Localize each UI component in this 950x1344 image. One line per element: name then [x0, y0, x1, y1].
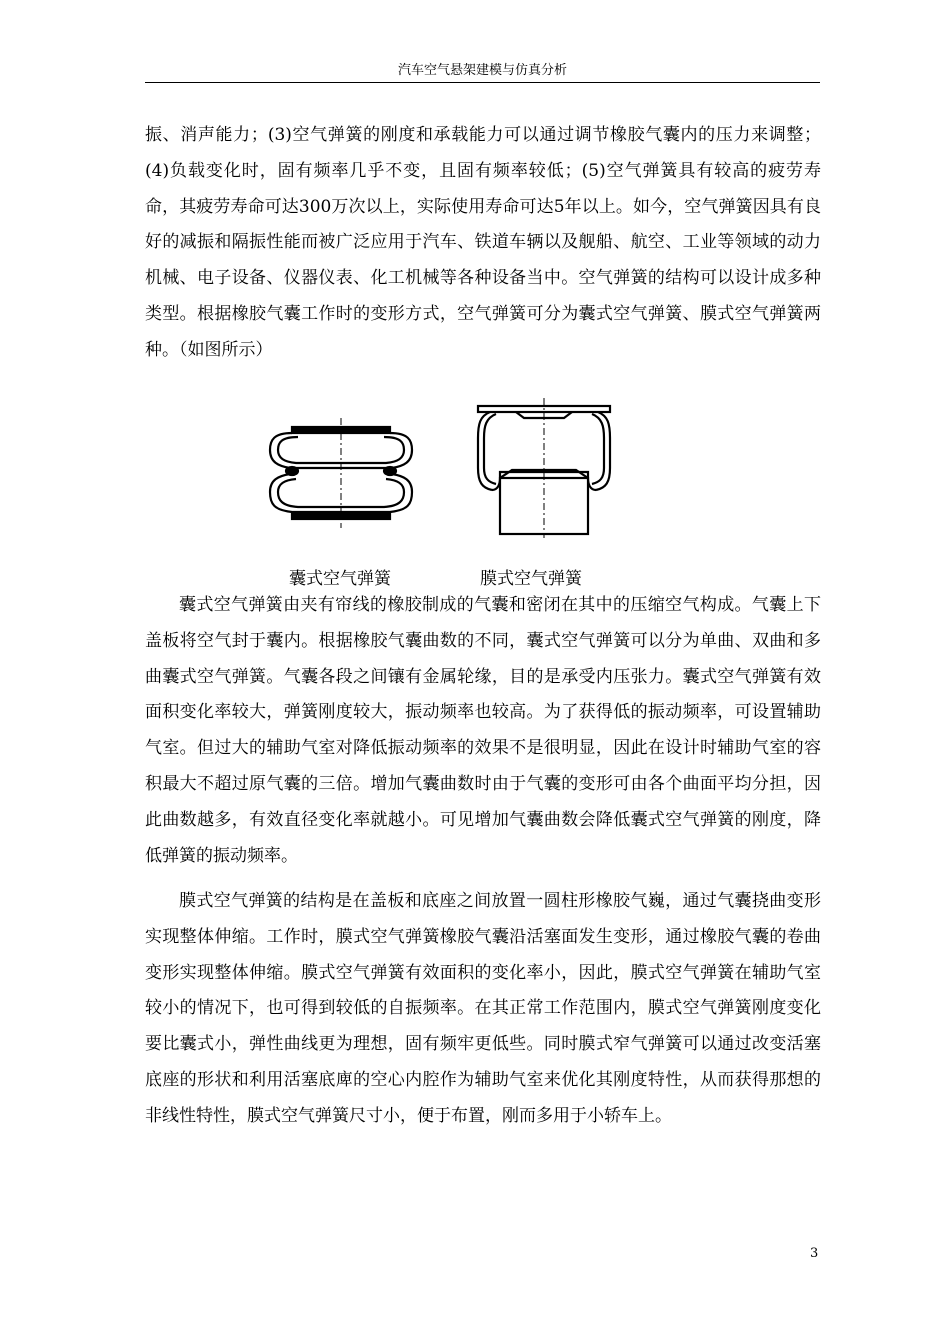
paragraph-1: 振、消声能力；(3)空气弹簧的刚度和承载能力可以通过调节橡胶气囊内的压力来调整；(4)负载变化时，固有频率几乎不变，且固有频率较低；(5)空气弹簧具有较高的疲劳寿命，其疲劳寿命可达300万次以上，实际使用寿命可达5年以上。如今，空气弹簧因具有良好的减振和隔振性能而被广泛应用于汽车、铁道车辆以及舰船、航空、工业等领域的动力机械、电子设备、仪器仪表、化工机械等各种设备当中。空气弹簧的结构可以设计成多种类型。根据橡胶气囊工作时的变形方式，空气弹簧可分为囊式空气弹簧、膜式空气弹簧两种。（如图所示） [145, 125, 821, 360]
paragraph-2: 囊式空气弹簧由夹有帘线的橡胶制成的气囊和密闭在其中的压缩空气构成。气囊上下盖板将空气封于囊内。根据橡胶气囊曲数的不同，囊式空气弹簧可以分为单曲、双曲和多曲囊式空气弹簧。气囊各段之间镶有金属轮缘，目的是承受内压张力。囊式空气弹簧有效面积变化率较大，弹簧刚度较大，振动频率也较高。为了获得低的振动频率，可设置辅助气室。但过大的辅助气室对降低振动频率的效果不是很明显，因此在设计时辅助气室的容积最大不超过原气囊的三倍。增加气囊曲数时由于气囊的变形可由各个曲面平均分担，因此曲数越多，有效直径变化率就越小。可见增加气囊曲数会降低囊式空气弹簧的刚度，降低弹簧的振动频率。 [145, 595, 821, 866]
running-header: 汽车空气悬架建模与仿真分析 [397, 63, 567, 78]
rolling-lobe-air-spring-drawing-icon [476, 398, 612, 538]
header-rule [145, 82, 820, 83]
page-number: 3 [810, 1246, 819, 1261]
bellows-air-spring-drawing-icon [268, 418, 414, 528]
paragraph-3: 膜式空气弹簧的结构是在盖板和底座之间放置一圆柱形橡胶气巍，通过气囊挠曲变形实现整体伸缩。工作时，膜式空气弹簧橡胶气囊沿活塞面发生变形，通过橡胶气囊的卷曲变形实现整体伸缩。膜式空气弹簧有效面积的变化率小，因此，膜式空气弹簧在辅助气室较小的情况下，也可得到较低的自振频率。在其正常工作范围内，膜式空气弹簧刚度变化要比囊式小，弹性曲线更为理想，固有频牢更低些。同时膜式窄气弹簧可以通过改变活塞底座的形状和利用活塞底庳的空心内腔作为辅助气室来优化其刚度特性，从而获得那想的非线性特性，膜式空气弹簧尺寸小，便于布置，刚而多用于小轿车上。 [145, 891, 821, 1126]
figure-caption-bellows: 囊式空气弹簧 [289, 569, 391, 589]
figure-caption-rolling-lobe: 膜式空气弹簧 [480, 569, 582, 589]
